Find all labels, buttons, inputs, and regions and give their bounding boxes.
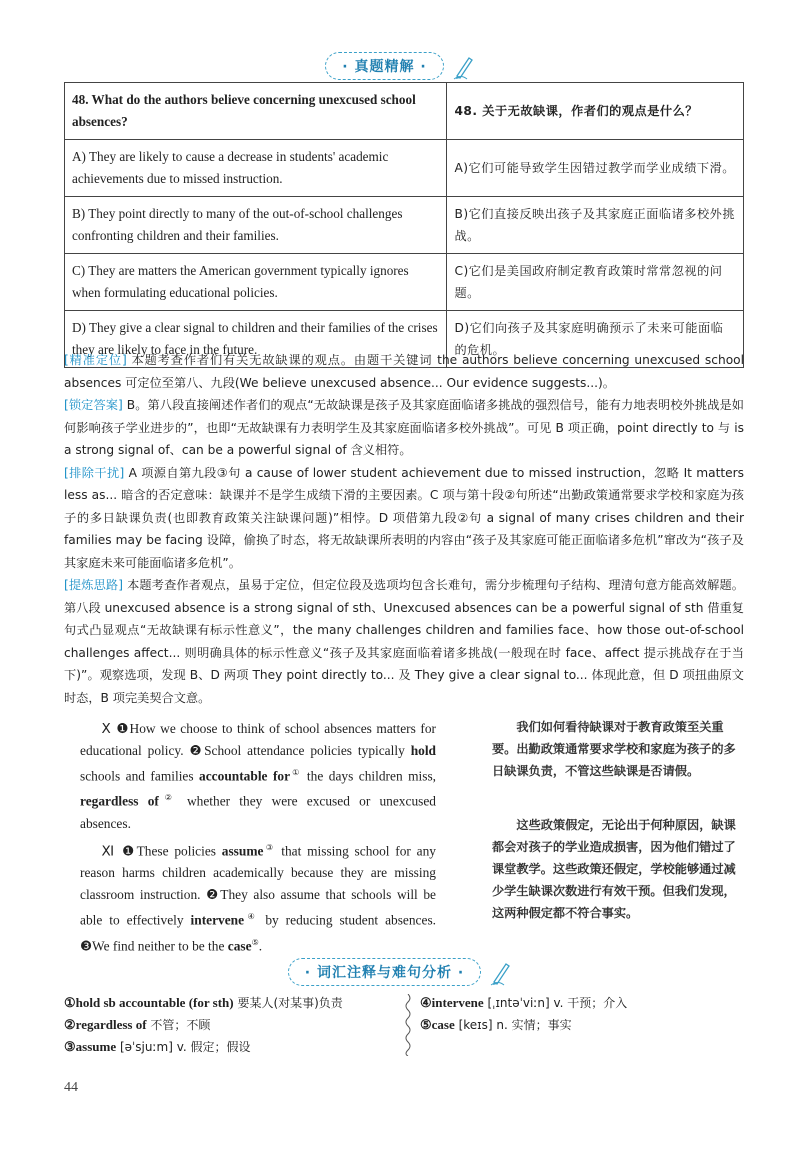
analysis-paragraph [64,574,744,709]
analysis-section [64,349,744,709]
analysis-text: 本题考查作者们有关无故缺课的观点。由题干关键词 the authors believe concerning unexcused school absences 可定位至第八、九段(We believe unexcused absence... Our evidence suggests...)。 [64,353,745,390]
pen-icon [453,54,475,80]
passage-text: that missing school for any reason harms children academically because they are missing classroom instruction. ❷They also assume that schools will be able to effectively [80,843,436,928]
passage-text: the days children miss, [301,768,437,784]
analysis-text: A 项源自第九段③句 a cause of lower student achievement due to missed instruction，忽略 It matters less as... 暗含的否定意味：缺课并不是学生成绩下滑的主要因素。C 项与第十段②句所述“出勤政策通常要求学校和家庭为孩子的多日缺课负责(也即教育政策关注缺课问题)”相悖。D 项借第九段②句 a signal of many crises children and their families may be facing 设障，偷换了时态，将无故缺课所表明的内容由“孩子及其家庭可能正面临诸多危机”窜改为“孩子及其家庭未来可能面临诸多危机”。 [64,465,744,570]
vocab-title: · 词汇注释与难句分析 · [288,958,481,986]
vocab-definition: 不管；不顾 [150,1018,211,1032]
vocab-word: ④intervene [420,995,484,1010]
vocab-item [64,992,394,1014]
analysis-text: B。第八段直接阐述作者们的观点“无故缺课是孩子及其家庭面临诸多挑战的强烈信号，能有力地表明校外挑战是如何影响孩子学业进步的”，也即“无故缺课有力表明学生及其家庭面临诸多校外挑战”。可见 B 项正确，point directly to 与 is a strong signal of、can be a powerful signal of 含义相符。 [64,398,744,457]
footnote-marker: ④ [244,912,259,922]
spiral-divider-icon [404,994,412,1056]
footnote-marker: ① [290,768,302,777]
option-row [65,197,744,254]
vocab-definition: 要某人(对某事)负责 [237,996,343,1010]
footnote-marker: ② [158,793,178,803]
passage-text: ❶How we choose to think of school absences matters for educational policy. ❷School attendance policies typically [80,721,436,758]
analysis-paragraph [64,349,744,394]
option-zh: A)它们可能导致学生因错过教学而学业成绩下滑。 [447,140,744,197]
option-en: A) They are likely to cause a decrease in students' academic achievements due to missed instruction. [65,140,447,197]
passage-text: . [258,938,263,954]
passage-excerpt [80,718,436,959]
option-zh: D)它们向孩子及其家庭明确预示了未来可能面临的危机。 [447,311,744,368]
question-en: 48. What do the authors believe concerning unexcused school absences? [65,83,447,140]
vocab-item [64,1014,394,1036]
vocab-column-left [64,992,394,1058]
option-row [65,140,744,197]
vocab-term: case [227,938,252,954]
vocab-term: intervene [190,912,245,928]
section-title: · 真题精解 · [325,52,443,80]
analysis-tag: [精准定位] [64,353,127,367]
vocab-term: accountable for [199,768,291,784]
vocab-term: regardless of [80,793,159,809]
vocab-word: ②regardless of [64,1017,147,1032]
page-number: 44 [64,1080,78,1095]
translation-paragraph: 这些政策假定，无论出于何种原因，缺课都会对孩子的学业造成损害，因为他们错过了课堂教学。这些政策还假定，学校能够通过减少学生缺课次数进行有效干预。但我们发现，这两种假定都不符合事实。 [492,818,736,920]
option-zh: B)它们直接反映出孩子及其家庭正面临诸多校外挑战。 [447,197,744,254]
passage-text: ❶These policies [122,843,222,859]
analysis-tag: [提炼思路] [64,578,124,592]
footnote-marker: ⑤ [251,937,259,947]
paragraph-number: Ⅺ [101,843,117,859]
vocab-definition: [keɪs] n. 实情；事实 [458,1018,572,1032]
option-en: C) They are matters the American government typically ignores when formulating educational policies. [65,254,447,311]
vocab-word: ①hold sb accountable (for sth) [64,995,234,1010]
analysis-paragraph [64,462,744,575]
analysis-tag: [排除干扰] [64,465,125,480]
vocab-item [420,992,750,1014]
vocab-word: ⑤case [420,1017,455,1032]
vocab-term: hold [410,743,436,758]
vocab-banner [0,958,800,986]
option-en: D) They give a clear signal to children and their families of the crises they are likely to face in the future. [65,311,447,368]
analysis-tag: [锁定答案] [64,398,123,412]
option-zh: C)它们是美国政府制定教育政策时常常忽视的问题。 [447,254,744,311]
translation-paragraph: 我们如何看待缺课对于教育政策至关重要。出勤政策通常要求学校和家庭为孩子的多日缺课负责，不管这些缺课是否请假。 [492,720,736,778]
question-table [64,82,744,368]
question-row [65,83,744,140]
vocab-definition: [ˌɪntəˈviːn] v. 干预；介入 [487,996,628,1010]
option-row [65,254,744,311]
vocab-term: assume [221,843,264,859]
passage-text: by reducing student absences. ❸We find neither to be the [80,912,437,954]
vocab-word: ③assume [64,1039,117,1054]
paragraph-number: Ⅹ [101,721,112,736]
question-zh: 48. 关于无故缺课，作者们的观点是什么？ [447,83,744,140]
passage-paragraph [80,718,436,835]
vocab-item [64,1036,394,1058]
pen-icon [490,960,512,986]
analysis-text: 本题考查作者观点，虽易于定位，但定位段及选项均包含长难句，需分步梳理句子结构、理清句意方能高效解题。第八段 unexcused absence is a strong signal of sth、Unexcused absences can be a powerful signal of sth 借重复句式凸显观点“无故缺课有标示性意义”，the many challenges children and families face、how those out-of-school challenges affect... 则明确具体的标示性意义“孩子及其家庭面临着诸多挑战(一般现在时 face、affect 提示挑战存在于当下)”。观察选项，发现 B、D 两项 They point directly to... 及 They give a clear signal to... 体现此意，但 D 项扭曲原文时态，B 项完美契合文意。 [64,578,744,705]
passage-translation [492,716,744,924]
passage-text: whether they were excused or unexcused absences. [80,793,436,831]
vocab-item [420,1014,750,1036]
footnote-marker: ③ [263,842,276,852]
vocab-definition: [əˈsjuːm] v. 假定；假设 [119,1040,251,1054]
vocab-column-right [420,992,750,1036]
option-en: B) They point directly to many of the out-of-school challenges confronting children and their families. [65,197,447,254]
analysis-paragraph [64,394,744,462]
passage-text: schools and families [80,768,200,784]
section-banner [0,52,800,80]
passage-paragraph [80,837,436,957]
